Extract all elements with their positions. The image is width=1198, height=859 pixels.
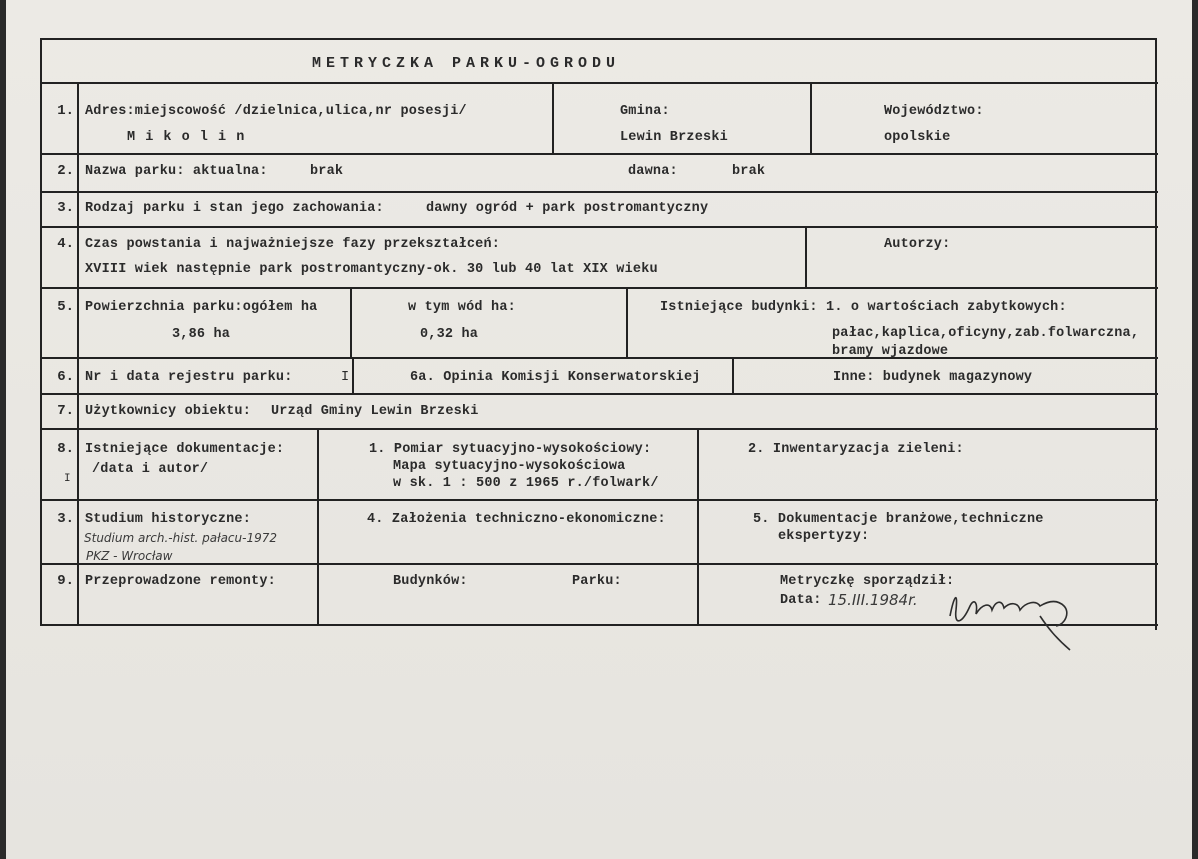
- history-label: Czas powstania i najważniejsze fazy przekształceń:: [85, 237, 501, 252]
- rule-r4: [805, 226, 807, 288]
- techno-economic: 4. Założenia techniczno-ekonomiczne:: [367, 512, 666, 527]
- documentation-label-2: /data i autor/: [92, 462, 209, 477]
- documentation-mark: I: [64, 473, 71, 485]
- survey-line3: w sk. 1 : 500 z 1965 r./folwark/: [393, 476, 659, 491]
- rule-row6-bottom: [42, 393, 1158, 395]
- survey-line1: 1. Pomiar sytuacyjno-wysokościowy:: [369, 442, 652, 457]
- buildings-line2: bramy wjazdowe: [832, 344, 949, 359]
- rule-r8-b: [697, 428, 699, 626]
- park-type-value: dawny ogród + park postromantyczny: [426, 201, 709, 216]
- commission-opinion: 6a. Opinia Komisji Konserwatorskiej: [410, 370, 701, 385]
- branch-docs-line2: ekspertyzy:: [778, 529, 870, 544]
- users-label: Użytkownicy obiektu:: [85, 404, 252, 419]
- other-buildings: Inne: budynek magazynowy: [833, 370, 1033, 385]
- rule-row7-bottom: [42, 428, 1158, 430]
- rule-r5-b: [626, 287, 628, 358]
- row-number-4: 4.: [57, 236, 74, 252]
- row-number-7: 7.: [57, 403, 74, 419]
- rule-row1-bottom: [42, 153, 1158, 155]
- documentation-label: Istniejące dokumentacje:: [85, 442, 285, 457]
- rule-row3-bottom: [42, 226, 1158, 228]
- row-number-9: 9.: [57, 573, 74, 589]
- rule-r1-a: [552, 82, 554, 154]
- history-value: XVIII wiek następnie park postromantyczny-ok. 30 lub 40 lat XIX wieku: [85, 262, 658, 277]
- renovations-park: Parku:: [572, 574, 622, 589]
- register-label: Nr i data rejestru parku:: [85, 370, 293, 385]
- branch-docs-line1: 5. Dokumentacje branżowe,techniczne: [753, 512, 1044, 527]
- page-title: METRYCZKA PARKU-OGRODU: [312, 55, 621, 72]
- history-study-hand1: Studium arch.-hist. pałacu-1972: [84, 531, 277, 545]
- history-study-hand2: PKZ - Wrocław: [86, 549, 173, 563]
- rule-row4-bottom: [42, 287, 1158, 289]
- rule-right: [1155, 38, 1157, 630]
- scan-edge-right: [1192, 0, 1198, 859]
- rule-num-col: [77, 82, 79, 626]
- water-label: w tym wód ha:: [408, 300, 516, 315]
- survey-line2: Mapa sytuacyjno-wysokościowa: [393, 459, 626, 474]
- row-number-5: 5.: [57, 299, 74, 315]
- row-number-3b: 3.: [57, 511, 74, 527]
- renovations-buildings: Budynków:: [393, 574, 468, 589]
- scan-edge-left: [0, 0, 6, 859]
- water-value: 0,32 ha: [420, 327, 479, 342]
- greenery-inventory: 2. Inwentaryzacja zieleni:: [748, 442, 964, 457]
- rule-row2-bottom: [42, 191, 1158, 193]
- rule-top: [40, 38, 1156, 40]
- rule-row3b-bottom: [42, 563, 1158, 565]
- prepared-by-label: Metryczkę sporządził:: [780, 574, 955, 589]
- row-number-8: 8.: [57, 441, 74, 457]
- row-number-2: 2.: [57, 163, 74, 179]
- rule-r5-a: [350, 287, 352, 358]
- rule-row5-bottom: [42, 357, 1158, 359]
- row-number-6: 6.: [57, 369, 74, 385]
- area-label: Powierzchnia parku:ogółem ha: [85, 300, 318, 315]
- register-mark: I: [341, 370, 350, 385]
- rule-r1-b: [810, 82, 812, 154]
- date-label: Data:: [780, 593, 822, 608]
- buildings-line1: pałac,kaplica,oficyny,zab.folwarczna,: [832, 326, 1140, 341]
- gmina-value: Lewin Brzeski: [620, 130, 728, 145]
- history-study-label: Studium historyczne:: [85, 512, 252, 527]
- date-handwritten: 15.III.1984r.: [828, 591, 918, 609]
- rule-row8-bottom: [42, 499, 1158, 501]
- row-number-1: 1.: [57, 103, 74, 119]
- rule-r6-a: [352, 357, 354, 394]
- park-name-label: Nazwa parku: aktualna:: [85, 164, 268, 179]
- address-label: Adres:miejscowość /dzielnica,ulica,nr posesji/: [85, 104, 467, 119]
- rule-r6-b: [732, 357, 734, 394]
- row-number-3: 3.: [57, 200, 74, 216]
- gmina-label: Gmina:: [620, 104, 670, 119]
- users-value: Urząd Gminy Lewin Brzeski: [271, 404, 479, 419]
- authors-label: Autorzy:: [884, 237, 951, 252]
- park-type-label: Rodzaj parku i stan jego zachowania:: [85, 201, 384, 216]
- address-value: M i k o l i n: [127, 130, 246, 145]
- rule-title-bottom: [42, 82, 1158, 84]
- area-value: 3,86 ha: [172, 327, 231, 342]
- signature-mark: [940, 576, 1090, 656]
- park-name-current: brak: [310, 164, 344, 179]
- park-name-former: brak: [732, 164, 766, 179]
- rule-left: [40, 38, 42, 626]
- buildings-label: Istniejące budynki: 1. o wartościach zabytkowych:: [660, 300, 1067, 315]
- renovations-label: Przeprowadzone remonty:: [85, 574, 276, 589]
- rule-r8-a: [317, 428, 319, 626]
- voivodeship-label: Województwo:: [884, 104, 984, 119]
- park-name-former-label: dawna:: [628, 164, 678, 179]
- voivodeship-value: opolskie: [884, 130, 951, 145]
